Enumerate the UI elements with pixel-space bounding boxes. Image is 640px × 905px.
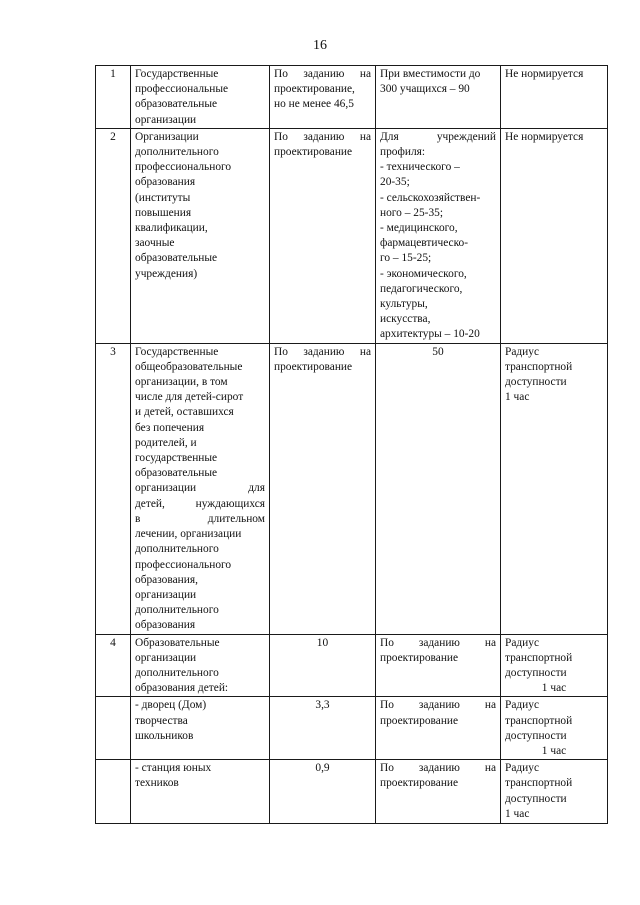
text-line: (институты	[135, 191, 191, 204]
text-line: фармацевтическо-	[380, 237, 469, 250]
text-line: дополнительного	[135, 666, 219, 679]
text-line: 1 час	[541, 744, 567, 757]
students-cell	[376, 697, 501, 760]
text-fragment: на	[484, 699, 496, 712]
table-row	[96, 66, 608, 129]
text-line: При вместимости до	[380, 68, 481, 80]
text-line	[380, 636, 496, 651]
text-line: 3,3	[315, 699, 330, 712]
text-line: проектирование	[380, 777, 459, 790]
text-line: Не нормируется	[505, 130, 584, 143]
text-line: лечении, организации	[135, 528, 242, 541]
text-fragment: заданию	[303, 345, 345, 358]
text-fragment: По	[274, 68, 288, 80]
text-line: - технического –	[380, 161, 460, 174]
text-line: квалификации,	[135, 222, 208, 235]
text-fragment: заданию	[418, 636, 460, 649]
text-line	[135, 512, 265, 527]
students-cell	[376, 634, 501, 697]
access-cell	[501, 343, 608, 634]
students-cell	[376, 343, 501, 634]
text-line: доступности	[505, 729, 567, 742]
facility-name-cell	[131, 760, 270, 824]
text-line: профиля:	[380, 146, 426, 159]
text-line: творчества	[135, 714, 188, 727]
text-line: Организации	[135, 130, 199, 143]
text-line: 1 час	[505, 807, 530, 820]
text-fragment: заданию	[303, 68, 345, 80]
text-line: транспортной	[505, 777, 573, 790]
text-line: образования,	[135, 573, 198, 586]
students-cell	[376, 66, 501, 129]
text-line: но не менее 46,5	[274, 98, 354, 111]
table-row	[96, 343, 608, 634]
text-line: техников	[135, 777, 179, 790]
text-line: Радиус	[505, 762, 540, 775]
text-fragment: заданию	[303, 130, 345, 143]
access-cell	[501, 634, 608, 697]
text-line: культуры,	[380, 298, 428, 311]
text-line: транспортной	[505, 360, 573, 373]
facility-name-cell	[131, 66, 270, 129]
text-line: профессионального	[135, 161, 232, 174]
text-line: транспортной	[505, 651, 573, 664]
text-fragment: Для	[380, 130, 399, 143]
facility-name-cell	[131, 343, 270, 634]
text-line: повышения	[135, 206, 192, 219]
text-line: - экономического,	[380, 267, 467, 280]
text-line: общеобразовательные	[135, 360, 243, 373]
text-fragment: заданию	[418, 699, 460, 712]
text-line: 50	[432, 345, 444, 358]
text-line: дополнительного	[135, 543, 219, 556]
facility-name-cell	[131, 634, 270, 697]
text-fragment: нуждающихся	[195, 497, 265, 510]
text-line: образовательные	[135, 98, 218, 111]
capacity-cell	[270, 760, 376, 824]
text-line: 300 учащихся – 90	[380, 83, 470, 96]
text-line: Радиус	[505, 636, 540, 649]
standards-table	[95, 65, 608, 824]
text-line: 0,9	[315, 762, 330, 775]
text-fragment: детей,	[135, 497, 165, 510]
text-line: Государственные	[135, 68, 219, 80]
text-line	[380, 698, 496, 713]
text-line: Государственные	[135, 345, 219, 358]
access-cell	[501, 760, 608, 824]
text-line: образования детей:	[135, 682, 229, 695]
capacity-cell	[270, 634, 376, 697]
access-cell	[501, 128, 608, 343]
text-line: Радиус	[505, 699, 540, 712]
capacity-cell	[270, 697, 376, 760]
text-line: 10	[316, 636, 329, 649]
text-line: и детей, оставшихся	[135, 406, 234, 419]
text-line	[135, 481, 265, 496]
text-fragment: По	[380, 636, 394, 649]
text-fragment: По	[380, 699, 394, 712]
text-fragment: По	[274, 345, 288, 358]
text-line: школьников	[135, 729, 194, 742]
text-line	[380, 130, 496, 145]
text-line: ного – 25-35;	[380, 206, 444, 219]
text-line: дополнительного	[135, 146, 219, 159]
text-fragment: на	[359, 68, 371, 80]
text-fragment: на	[359, 130, 371, 143]
text-line: образования	[135, 176, 196, 189]
row-number-cell: 2	[96, 128, 131, 343]
text-line: педагогического,	[380, 282, 463, 295]
students-cell	[376, 760, 501, 824]
text-line: проектирование	[380, 714, 459, 727]
row-number-cell	[96, 760, 131, 824]
table-row	[96, 128, 608, 343]
text-fragment: По	[274, 130, 288, 143]
text-line: образовательные	[135, 252, 218, 265]
text-line: без попечения	[135, 421, 205, 434]
text-line: доступности	[505, 666, 567, 679]
row-number-cell: 1	[96, 66, 131, 129]
text-fragment: на	[484, 636, 496, 649]
text-fragment: длительном	[207, 512, 265, 525]
text-fragment: По	[380, 762, 394, 775]
text-line: профессиональные	[135, 83, 229, 96]
text-line: - дворец (Дом)	[135, 699, 207, 712]
text-line	[274, 67, 371, 82]
text-fragment: на	[359, 345, 371, 358]
capacity-cell	[270, 343, 376, 634]
text-line: учреждения)	[135, 267, 198, 280]
row-number-cell	[96, 697, 131, 760]
text-line: числе для детей-сирот	[135, 391, 244, 404]
text-line: родителей, и	[135, 436, 197, 449]
text-fragment: на	[484, 762, 496, 775]
text-fragment: учреждений	[436, 130, 496, 143]
facility-name-cell	[131, 697, 270, 760]
text-line: государственные	[135, 452, 218, 465]
access-cell	[501, 697, 608, 760]
text-fragment: для	[248, 482, 265, 495]
text-line: архитектуры – 10-20	[380, 328, 480, 341]
text-line	[274, 130, 371, 145]
access-cell	[501, 66, 608, 129]
text-line: го – 15-25;	[380, 252, 432, 265]
table-row	[96, 697, 608, 760]
text-line: проектирование,	[274, 83, 355, 96]
text-line: проектирование	[274, 146, 353, 159]
text-line: Образовательные	[135, 636, 220, 649]
text-line: доступности	[505, 792, 567, 805]
text-line: 1 час	[505, 391, 530, 404]
text-line: Не нормируется	[505, 68, 584, 80]
text-fragment: организации	[135, 482, 197, 495]
text-line: транспортной	[505, 714, 573, 727]
text-line: доступности	[505, 376, 567, 389]
page-number: 16	[313, 38, 327, 53]
text-fragment: в	[135, 512, 141, 525]
text-line: - медицинского,	[380, 222, 458, 235]
text-line: - станция юных	[135, 762, 212, 775]
text-line: - сельскохозяйствен-	[380, 191, 481, 204]
text-line: дополнительного	[135, 604, 219, 617]
text-line: организации	[135, 588, 197, 601]
text-line	[380, 761, 496, 776]
capacity-cell	[270, 128, 376, 343]
text-line: 1 час	[541, 682, 567, 695]
text-fragment: заданию	[418, 762, 460, 775]
text-line: проектирование	[274, 360, 353, 373]
text-line	[135, 497, 265, 512]
text-line: организации	[135, 113, 197, 126]
text-line: Радиус	[505, 345, 540, 358]
text-line: организации	[135, 651, 197, 664]
text-line	[274, 345, 371, 360]
text-line: образовательные	[135, 467, 218, 480]
capacity-cell	[270, 66, 376, 129]
table-row	[96, 760, 608, 824]
text-line: образования	[135, 619, 196, 632]
text-line: искусства,	[380, 313, 431, 326]
facility-name-cell	[131, 128, 270, 343]
text-line: 20-35;	[380, 176, 410, 189]
text-line: организации, в том	[135, 376, 228, 389]
text-line: профессионального	[135, 558, 232, 571]
text-line: заочные	[135, 237, 175, 250]
table-row	[96, 634, 608, 697]
students-cell	[376, 128, 501, 343]
text-line: проектирование	[380, 651, 459, 664]
row-number-cell: 4	[96, 634, 131, 697]
row-number-cell: 3	[96, 343, 131, 634]
